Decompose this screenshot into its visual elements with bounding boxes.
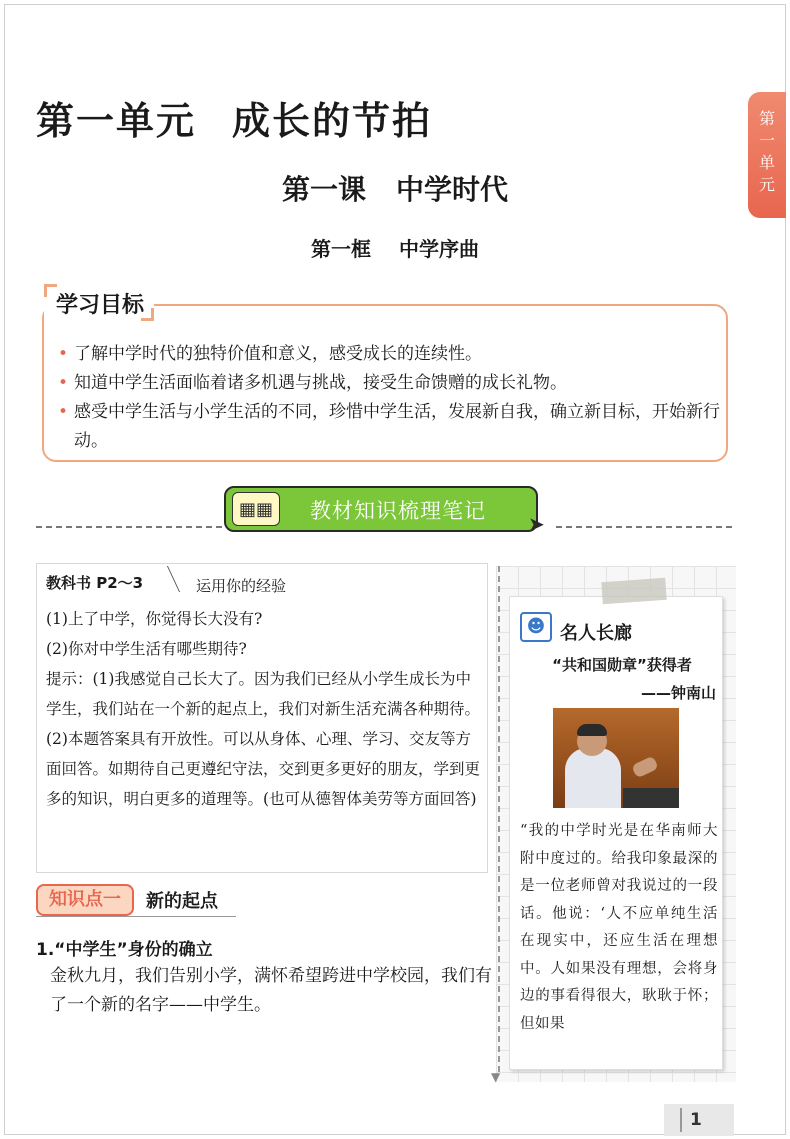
goal-item: • 了解中学时代的独特价值和意义，感受成长的连续性。 (58, 340, 722, 369)
divider-line (556, 526, 732, 528)
famous-people-heading: 名人长廊 (560, 623, 632, 644)
knowledge-point-title: 新的起点 (146, 891, 218, 912)
notes-banner (224, 486, 538, 532)
card-line: 提示：(1)我感觉自己长大了。因为我们已经从小学生成长为中学生，我们站在一个新的起点上，我们对新生活充满各种期待。 (46, 670, 481, 718)
famous-quote: “我的中学时光是在华南师大附中度过的。给我印象最深的是一位老师曾对我说过的一段话。他说：‘人不应单纯生活在现实中，还应生活在理想中。人如果没有理想，会将身边的事看得很大，耿耿于怀；但如果 (520, 823, 718, 1032)
side-tab-char: 第 (758, 109, 775, 128)
famous-award: “共和国勋章”获得者 (552, 656, 692, 674)
page-number-bar (680, 1108, 682, 1132)
card-line: (2)本题答案具有开放性。可以从身体、心理、学习、交友等方面回答。如期待自己更遵纪守法，交到更多更好的朋友，学到更多的知识，明白更多的道理等。(也可从德智体美劳等方面回答) (46, 730, 481, 808)
paper-plane-icon: ➤ (528, 512, 545, 536)
page-number: 1 (690, 1110, 702, 1130)
lesson-number: 第一课 (281, 173, 366, 206)
textbook-source: 教科书 P2～3 (46, 574, 144, 592)
section-title: 1.“中学生”身份的确立 (36, 940, 213, 960)
knowledge-point-tag: 知识点一 (36, 884, 134, 916)
learning-goals-list (58, 340, 722, 456)
goal-item: • 感受中学生活与小学生活的不同，珍惜中学生活，发展新自我，确立新目标，开始新行动。 (58, 398, 722, 456)
side-tab-char: 一 (758, 131, 775, 150)
lesson-name: 中学时代 (396, 173, 509, 206)
unit-title (36, 90, 432, 145)
famous-name: ——钟南山 (640, 684, 716, 702)
divider-line (36, 526, 222, 528)
frame-title (0, 233, 790, 262)
card-line: (1)上了中学，你觉得长大没有? (46, 610, 263, 628)
lesson-title (0, 168, 790, 208)
building-icon: ▦▦ (232, 492, 280, 526)
knowledge-point-underline (36, 916, 236, 917)
photo-table (623, 788, 679, 808)
photo-hair (577, 724, 607, 736)
textbook-subtitle: 运用你的经验 (196, 577, 287, 595)
goal-item: • 知道中学生活面临着诸多机遇与挑战，接受生命馈赠的成长礼物。 (58, 369, 722, 398)
notes-banner-label: 教材知识梳理笔记 (310, 499, 486, 523)
notebook-binding-line (498, 566, 500, 1072)
unit-name: 成长的节拍 (232, 98, 433, 143)
photo-hand (631, 756, 659, 779)
down-arrow-icon: ▼ (491, 1070, 501, 1084)
photo-shirt (565, 748, 621, 808)
side-tab-char: 单 (758, 153, 775, 172)
textbook-card-body (46, 604, 484, 814)
portrait-photo (553, 708, 679, 808)
side-tab-char: 元 (758, 175, 775, 194)
frame-name: 中学序曲 (399, 237, 479, 261)
learning-goals-heading: 学习目标 (44, 284, 154, 321)
section-body: 金秋九月，我们告别小学，满怀希望跨进中学校园，我们有了一个新的名字——中学生。 (50, 966, 492, 1015)
card-line: (2)你对中学生活有哪些期待? (46, 640, 247, 658)
unit-number: 第一单元 (36, 98, 197, 143)
tape-decoration (601, 578, 666, 604)
frame-number: 第一框 (311, 237, 371, 261)
person-card-icon: ☻ (520, 612, 552, 642)
